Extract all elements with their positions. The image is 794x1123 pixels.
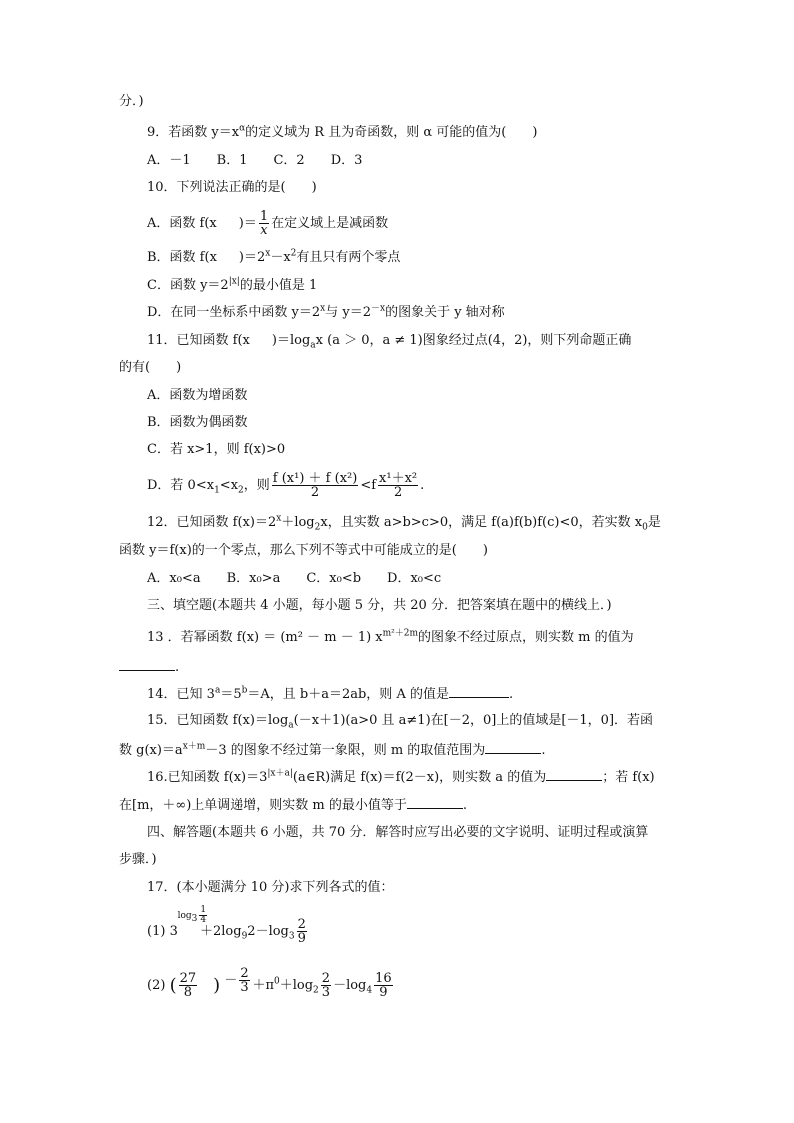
question-11-option-d: D．若 $0<x_1<x_2$，则 $\frac{\text{f (x¹) ＋ f (x²)}}{2}$ <f $\frac{\text{x¹＋x²}}{2}$ .	[147, 471, 425, 500]
question-17-part-1: (1) 3 $\log_3$ $\frac{1}{4}$ $+2\log_92-\log_3$ $\frac{2}{9}$	[147, 905, 306, 946]
question-12-line-2: 函数 y＝f(x)的一个零点，那么下列不等式中可能成立的是( )	[119, 543, 488, 558]
question-10: 10．下列说法正确的是( )	[147, 180, 317, 195]
exponent: $\log_3$ $\frac{1}{4}$	[177, 905, 207, 925]
answer-blank[interactable]	[119, 658, 175, 671]
question-11-option-a: A．函数为增函数	[147, 388, 248, 403]
fraction: $\frac{2}{3}$	[240, 966, 249, 995]
fraction: $\frac{\text{x¹＋x²}}{2}$	[379, 471, 418, 500]
fraction: $\frac{1}{4}$	[200, 905, 207, 925]
question-12-options: A．x₀<a B．x₀>a C．x₀<b D．x₀<c	[147, 571, 442, 586]
question-14: 14．已知 $3^a=5^b=A$，且 b＋a＝2ab，则 A 的值是 .	[147, 685, 514, 702]
question-15: 15．已知函数 $f(x)=\log_a(-x+1)(a>0$ 且 a≠1)在[－2，0]上的值域是[－1，0]．若函	[147, 713, 654, 731]
fraction: $\frac{1}{x}$	[259, 209, 269, 238]
question-11-line-2: 的有( )	[119, 360, 182, 375]
question-11-option-c: C．若 x>1，则 f(x)>0	[147, 442, 286, 457]
question-17-part-2: (2) ( $\frac{27}{8}$ ) － $\frac{2}{3}$ $+\pi^0+\log_2$ $\frac{2}{3}$ $-\log_4$ $\frac{16}{9}$	[147, 966, 392, 1000]
text-line: 分．)	[119, 94, 144, 109]
fraction: $\frac{2}{9}$	[297, 917, 306, 946]
question-17: 17．(本小题满分 10 分)求下列各式的值：	[147, 880, 394, 895]
question-9-options: A．－1 B．1 C．2 D．3	[147, 153, 363, 168]
answer-blank[interactable]	[449, 685, 509, 698]
question-16-line-2: 在[m，＋∞)上单调递增，则实数 m 的最小值等于 .	[119, 798, 468, 813]
question-10-option-b: B．函数 f(x )$=2^x-x^2$有且只有两个零点	[147, 248, 401, 265]
fraction: $\frac{16}{9}$	[375, 971, 392, 1000]
section-4-line-2: 步骤．)	[119, 852, 157, 867]
power-expression: 3 $\log_3$ $\frac{1}{4}$	[170, 924, 178, 940]
question-9: 9．若函数 $y=x^\alpha$的定义域为 R 且为奇函数，则 α 可能的值为( )	[147, 123, 538, 140]
question-10-option-d: D．在同一坐标系中函数 $y=2^x$与 $y=2^{-x}$的图象关于 y 轴对称	[147, 303, 505, 320]
answer-blank[interactable]	[485, 741, 541, 754]
fraction: $\frac{2}{3}$	[321, 971, 331, 1000]
section-4-heading: 四、解答题(本题共 6 小题，共 70 分．解答时应写出必要的文字说明、证明过程或演算	[147, 825, 649, 840]
fraction: $\frac{27}{8}$	[179, 971, 197, 1000]
question-10-option-c: C．函数 $y=2^{|x|}$的最小值是 1	[147, 276, 318, 293]
question-10-option-a: A．函数 f(x )＝ $\frac{1}{x}$ 在定义域上是减函数	[147, 209, 389, 238]
fraction: $\frac{\text{f (x¹) ＋ f (x²)}}{2}$	[272, 471, 358, 500]
question-12: 12．已知函数 $f(x)=2^x+\log_2x$，且实数 a>b>c>0，满足 f(a)f(b)f(c)<0，若实数 $x_0$是	[147, 513, 661, 533]
question-16: 16.已知函数 $f(x)=3^{|x+a|}(a\in R)$满足 f(x)＝f(2－x)，则实数 a 的值为 ；若 f(x)	[147, 768, 655, 785]
question-15-line-2: 数 $g(x)=a^{x+m}-3$ 的图象不经过第一象限，则 m 的取值范围为 .	[119, 741, 546, 758]
section-3-heading: 三、填空题(本题共 4 小题，每小题 5 分，共 20 分．把答案填在题中的横线上．)	[147, 598, 612, 613]
question-13: 13 ．若幂函数 f(x) ＝ (m² － m － 1) $x^{m^2+2m}$的图象不经过原点，则实数 m 的值为	[147, 628, 634, 645]
answer-blank[interactable]	[546, 768, 602, 781]
answer-blank[interactable]	[407, 796, 463, 809]
question-11-option-b: B．函数为偶函数	[147, 415, 248, 430]
question-11: 11．已知函数 f(x )$=\log_ax$ (a ＞ 0，a ≠ 1)图象经过点(4，2)，则下列命题正确	[147, 333, 632, 351]
question-13-line-2: .	[119, 658, 179, 676]
